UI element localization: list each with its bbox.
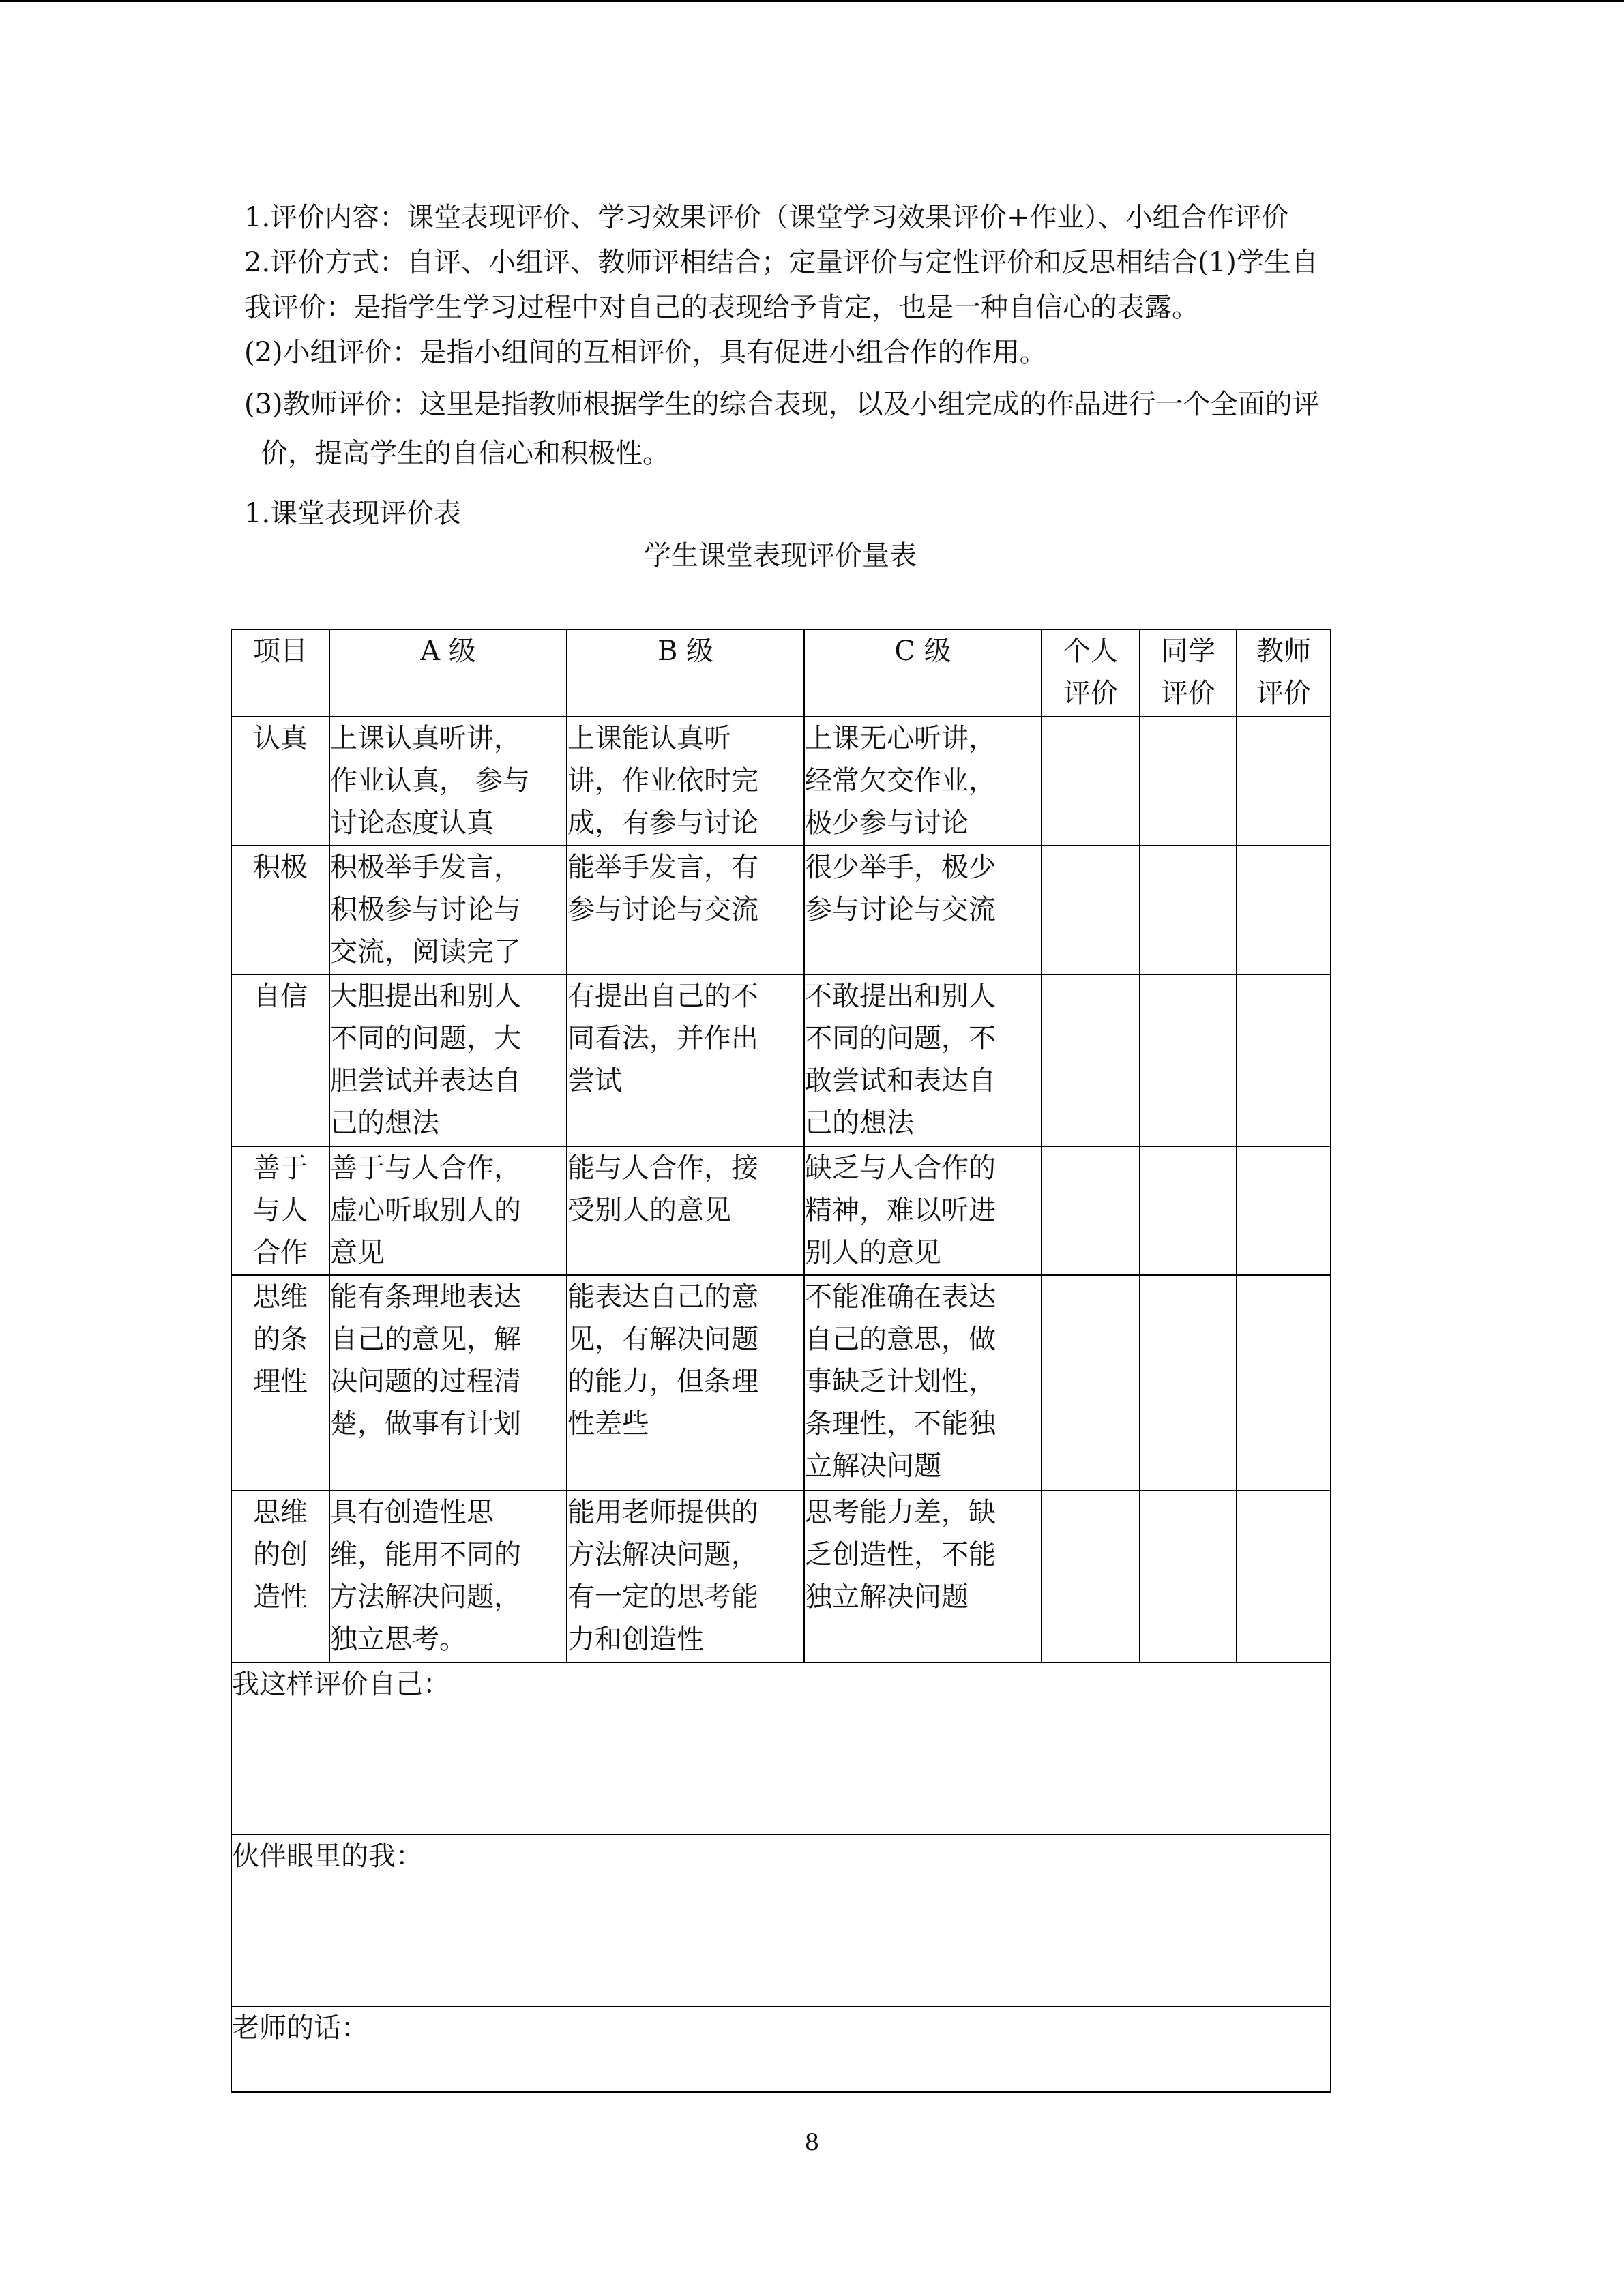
a-level-criteria — [329, 1275, 567, 1491]
c-level-criteria — [804, 974, 1042, 1146]
paragraph-evaluation-method: 2.评价方式：自评、小组评、教师评相结合；定量评价与定性评价和反思相结合(1)学生自 — [244, 247, 1318, 278]
self-evaluation-cell[interactable] — [1042, 1146, 1140, 1275]
text-line: 极少参与讨论 — [805, 807, 969, 839]
text-line: 虚心听取别人的 — [330, 1195, 521, 1226]
self-comment-cell[interactable] — [231, 1663, 1331, 1834]
teacher-evaluation-cell[interactable] — [1237, 1275, 1331, 1491]
header-line: 同学 — [1161, 636, 1215, 667]
text-line: 参与讨论与交流 — [567, 894, 758, 925]
peer-comment-row — [231, 1834, 1331, 2006]
paragraph-teacher-evaluation-cont: 价，提高学生的自信心和积极性。 — [261, 438, 670, 469]
text-line: 决问题的过程清 — [330, 1366, 521, 1397]
peer-evaluation-cell[interactable] — [1140, 974, 1237, 1146]
text-line: 乏创造性，不能 — [805, 1539, 996, 1570]
header-b-level: B 级 — [567, 629, 804, 717]
text-line: 交流，阅读完了 — [330, 936, 521, 968]
self-comment-row — [231, 1663, 1331, 1834]
c-level-criteria — [804, 846, 1042, 974]
text-line: 方法解决问题， — [330, 1581, 521, 1613]
text-line: 不同的问题，大 — [330, 1023, 521, 1054]
text-line: 上课无心听讲， — [805, 723, 996, 754]
text-line: 性差些 — [567, 1408, 649, 1440]
text-line: 能有条理地表达 — [330, 1281, 521, 1313]
paragraph-group-evaluation: (2)小组评价：是指小组间的互相评价，具有促进小组合作的作用。 — [244, 337, 1047, 368]
text-line: 思维 — [253, 1281, 308, 1313]
row-item — [231, 974, 329, 1146]
header-teacher-evaluation — [1237, 629, 1331, 717]
row-item — [231, 846, 329, 974]
text-line: 受别人的意见 — [567, 1195, 731, 1226]
self-evaluation-cell[interactable] — [1042, 717, 1140, 846]
table-title: 学生课堂表现评价量表 — [644, 540, 917, 571]
a-level-criteria — [329, 1146, 567, 1275]
header-line: 教师 — [1256, 636, 1311, 667]
text-line: 积极 — [253, 852, 308, 883]
row-item — [231, 1146, 329, 1275]
text-line: 胆尝试并表达自 — [330, 1065, 521, 1097]
text-line: 积极举手发言， — [330, 852, 521, 883]
header-row — [231, 629, 1331, 717]
peer-comment-cell[interactable] — [231, 1834, 1331, 2006]
text-line: 的条 — [253, 1324, 308, 1355]
teacher-evaluation-cell[interactable] — [1237, 717, 1331, 846]
self-comment-label: 我这样评价自己： — [232, 1669, 450, 1700]
row-item — [231, 1491, 329, 1663]
peer-evaluation-cell[interactable] — [1140, 1275, 1237, 1491]
table-row — [231, 717, 1331, 846]
text-line: 具有创造性思 — [330, 1497, 494, 1528]
text-line: 能表达自己的意 — [567, 1281, 758, 1313]
text-line: 事缺乏计划性， — [805, 1366, 996, 1397]
page-top-border — [0, 0, 1624, 2]
text-line: 大胆提出和别人 — [330, 981, 521, 1012]
text-line: 思考能力差，缺 — [805, 1497, 996, 1528]
text-line: 讨论态度认真 — [330, 807, 494, 839]
b-level-criteria — [567, 846, 804, 974]
header-line: 评价 — [1161, 678, 1215, 709]
header-a-level: A 级 — [329, 629, 567, 717]
text-line: 能与人合作，接 — [567, 1152, 758, 1184]
text-line: 不能准确在表达 — [805, 1281, 996, 1313]
self-evaluation-cell[interactable] — [1042, 1491, 1140, 1663]
text-line: 造性 — [253, 1581, 308, 1613]
a-level-criteria — [329, 717, 567, 846]
table-row — [231, 974, 1331, 1146]
peer-evaluation-cell[interactable] — [1140, 846, 1237, 974]
c-level-criteria — [804, 717, 1042, 846]
text-line: 条理性，不能独 — [805, 1408, 996, 1440]
text-line: 讲，作业依时完 — [567, 765, 758, 796]
teacher-comment-row — [231, 2006, 1331, 2092]
text-line: 缺乏与人合作的 — [805, 1152, 996, 1184]
self-evaluation-cell[interactable] — [1042, 846, 1140, 974]
text-line: 精神，难以听进 — [805, 1195, 996, 1226]
table-row — [231, 1491, 1331, 1663]
text-line: 维，能用不同的 — [330, 1539, 521, 1570]
paragraph-evaluation-content: 1.评价内容：课堂表现评价、学习效果评价（课堂学习效果评价+作业）、小组合作评价 — [244, 202, 1289, 233]
header-item: 项目 — [231, 629, 329, 717]
a-level-criteria — [329, 974, 567, 1146]
text-line: 别人的意见 — [805, 1237, 941, 1268]
text-line: 有一定的思考能 — [567, 1581, 758, 1613]
a-level-criteria — [329, 846, 567, 974]
text-line: 力和创造性 — [567, 1624, 704, 1655]
table-row — [231, 1146, 1331, 1275]
text-line: 有提出自己的不 — [567, 981, 758, 1012]
text-line: 参与讨论与交流 — [805, 894, 996, 925]
teacher-comment-cell[interactable] — [231, 2006, 1331, 2092]
text-line: 不同的问题，不 — [805, 1023, 996, 1054]
text-line: 上课能认真听 — [567, 723, 731, 754]
text-line: 己的想法 — [805, 1107, 914, 1139]
a-level-criteria — [329, 1491, 567, 1663]
teacher-comment-label: 老师的话： — [232, 2012, 368, 2044]
text-line: 经常欠交作业， — [805, 765, 996, 796]
text-line: 合作 — [253, 1237, 308, 1268]
header-c-level: C 级 — [804, 629, 1042, 717]
self-evaluation-cell[interactable] — [1042, 974, 1140, 1146]
text-line: 的能力，但条理 — [567, 1366, 758, 1397]
header-line: 评价 — [1063, 678, 1118, 709]
peer-comment-label: 伙伴眼里的我： — [232, 1840, 423, 1872]
text-line: 己的想法 — [330, 1107, 439, 1139]
text-line: 善于 — [253, 1152, 308, 1184]
table-row — [231, 846, 1331, 974]
teacher-evaluation-cell[interactable] — [1237, 1146, 1331, 1275]
text-line: 善于与人合作， — [330, 1152, 521, 1184]
text-line: 尝试 — [567, 1065, 622, 1097]
text-line: 不敢提出和别人 — [805, 981, 996, 1012]
c-level-criteria — [804, 1275, 1042, 1491]
evaluation-table — [231, 629, 1331, 2093]
paragraph-teacher-evaluation: (3)教师评价：这里是指教师根据学生的综合表现，以及小组完成的作品进行一个全面的评 — [244, 389, 1320, 420]
c-level-criteria — [804, 1491, 1042, 1663]
teacher-evaluation-cell[interactable] — [1237, 846, 1331, 974]
text-line: 上课认真听讲， — [330, 723, 521, 754]
text-line: 自己的意见，解 — [330, 1324, 521, 1355]
text-line: 与人 — [253, 1195, 308, 1226]
text-line: 的创 — [253, 1539, 308, 1570]
peer-evaluation-cell[interactable] — [1140, 1491, 1237, 1663]
page-number: 8 — [804, 2129, 820, 2156]
b-level-criteria — [567, 1491, 804, 1663]
text-line: 作业认真， 参与 — [330, 765, 530, 796]
text-line: 独立解决问题 — [805, 1581, 969, 1613]
text-line: 能用老师提供的 — [567, 1497, 758, 1528]
text-line: 认真 — [253, 723, 308, 754]
text-line: 理性 — [253, 1366, 308, 1397]
text-line: 自信 — [253, 981, 308, 1012]
header-line: 个人 — [1063, 636, 1118, 667]
text-line: 立解决问题 — [805, 1450, 941, 1482]
text-line: 意见 — [330, 1237, 385, 1268]
text-line: 方法解决问题， — [567, 1539, 758, 1570]
self-evaluation-cell[interactable] — [1042, 1275, 1140, 1491]
row-item — [231, 1275, 329, 1491]
text-line: 楚，做事有计划 — [330, 1408, 521, 1440]
b-level-criteria — [567, 974, 804, 1146]
text-line: 独立思考。 — [330, 1624, 467, 1655]
header-line: 评价 — [1256, 678, 1311, 709]
header-peer-evaluation — [1140, 629, 1237, 717]
text-line: 思维 — [253, 1497, 308, 1528]
b-level-criteria — [567, 1146, 804, 1275]
text-line: 见，有解决问题 — [567, 1324, 758, 1355]
header-self-evaluation — [1042, 629, 1140, 717]
table-row — [231, 1275, 1331, 1491]
section-heading: 1.课堂表现评价表 — [244, 498, 462, 529]
text-line: 积极参与讨论与 — [330, 894, 521, 925]
teacher-evaluation-cell[interactable] — [1237, 1491, 1331, 1663]
paragraph-self-evaluation: 我评价：是指学生学习过程中对自己的表现给予肯定，也是一种自信心的表露。 — [244, 292, 1199, 323]
b-level-criteria — [567, 717, 804, 846]
row-item — [231, 717, 329, 846]
text-line: 成，有参与讨论 — [567, 807, 758, 839]
peer-evaluation-cell[interactable] — [1140, 717, 1237, 846]
teacher-evaluation-cell[interactable] — [1237, 974, 1331, 1146]
text-line: 很少举手，极少 — [805, 852, 996, 883]
b-level-criteria — [567, 1275, 804, 1491]
peer-evaluation-cell[interactable] — [1140, 1146, 1237, 1275]
c-level-criteria — [804, 1146, 1042, 1275]
text-line: 自己的意思，做 — [805, 1324, 996, 1355]
text-line: 敢尝试和表达自 — [805, 1065, 996, 1097]
text-line: 同看法，并作出 — [567, 1023, 758, 1054]
text-line: 能举手发言，有 — [567, 852, 758, 883]
